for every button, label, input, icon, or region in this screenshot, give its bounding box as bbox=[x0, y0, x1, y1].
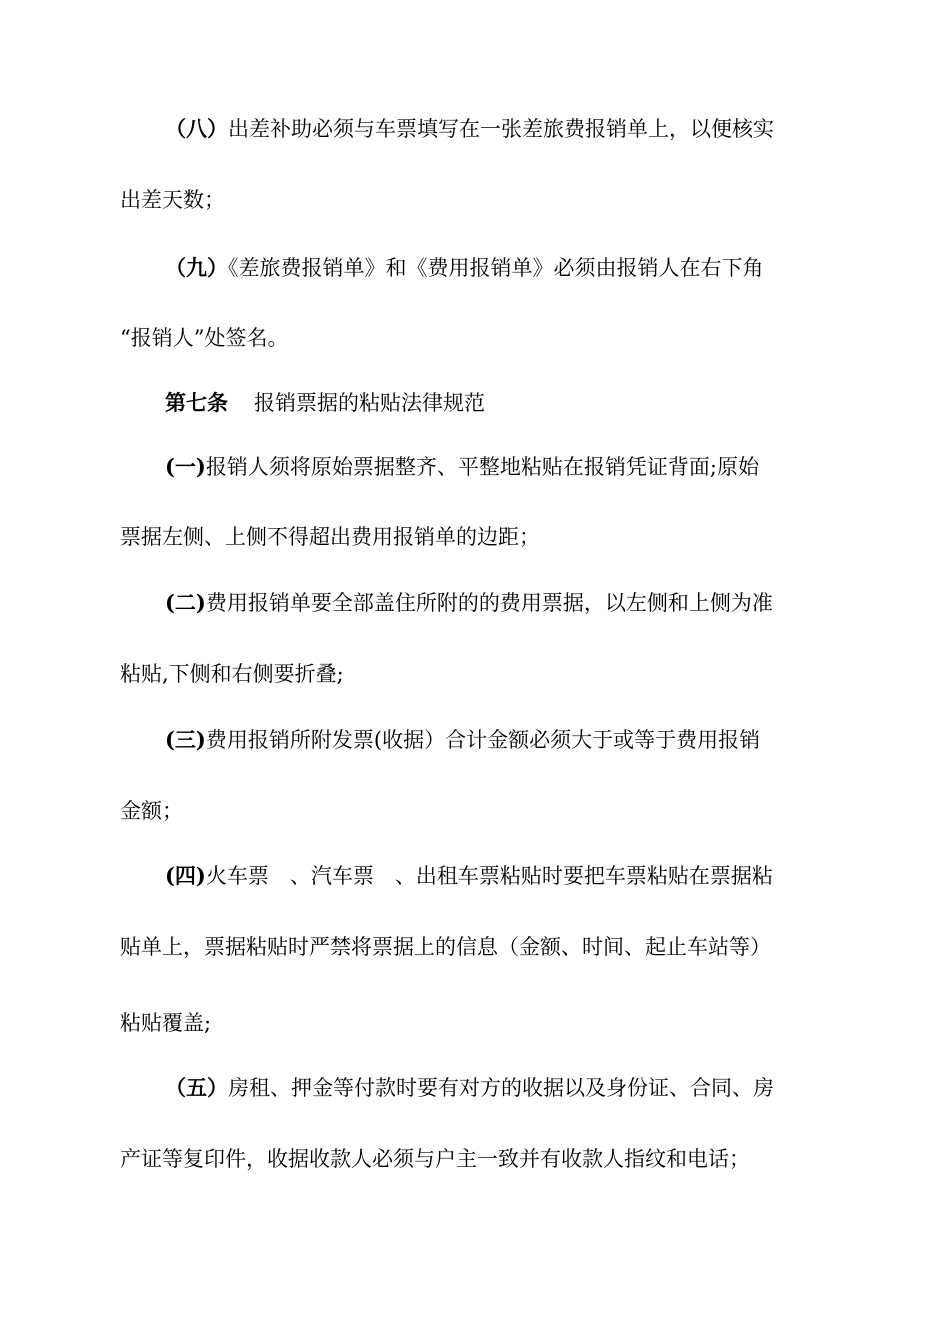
clause-5 bbox=[165, 1077, 774, 1099]
clause-4-continuation: 贴单上，票据粘贴时严禁将票据上的信息（金额、时间、起止车站等） bbox=[120, 935, 771, 959]
item-label: (一) bbox=[165, 454, 206, 479]
item-label: （五） bbox=[165, 1075, 228, 1100]
item-text: 《差旅费报销单》和《费用报销单》必须由报销人在右下角 bbox=[228, 256, 764, 280]
clause-3-continuation: 金额； bbox=[120, 799, 183, 823]
item-label: (三) bbox=[165, 727, 206, 752]
article-number: 第七条 bbox=[165, 390, 228, 415]
paragraph-8-continuation: 出差天数； bbox=[120, 188, 225, 212]
clause-1-continuation: 票据左侧、上侧不得超出费用报销单的边距； bbox=[120, 525, 540, 549]
item-label: (二) bbox=[165, 590, 206, 615]
item-text: 房租、押金等付款时要有对方的收据以及身份证、合同、房 bbox=[228, 1076, 774, 1100]
item-text: 费用报销所附发票(收据）合计金额必须大于或等于费用报销 bbox=[205, 728, 761, 752]
paragraph-9 bbox=[165, 257, 764, 279]
paragraph-8 bbox=[165, 118, 774, 140]
item-text: 费用报销单要全部盖住所附的的费用票据，以左侧和上侧为准 bbox=[205, 591, 773, 615]
clause-2-continuation: 粘贴,下侧和右侧要折叠; bbox=[120, 662, 344, 686]
item-text: 火车票 、汽车票 、出租车票粘贴时要把车票粘贴在票据粘 bbox=[205, 864, 773, 888]
item-label: （九） bbox=[165, 255, 228, 280]
clause-4-continuation-2: 粘贴覆盖; bbox=[120, 1011, 212, 1035]
clause-2 bbox=[165, 592, 773, 614]
clause-3 bbox=[165, 729, 760, 751]
item-label: (四) bbox=[165, 863, 206, 888]
item-text: 出差补助必须与车票填写在一张差旅费报销单上，以便核实 bbox=[228, 117, 774, 141]
article-title: 报销票据的粘贴法律规范 bbox=[254, 391, 485, 415]
clause-5-continuation: 产证等复印件，收据收款人必须与户主一致并有收款人指纹和电话； bbox=[120, 1147, 750, 1171]
item-label: （八） bbox=[165, 116, 228, 141]
clause-1 bbox=[165, 456, 759, 478]
paragraph-9-continuation: “报销人”处签名。 bbox=[120, 326, 289, 350]
clause-4 bbox=[165, 865, 773, 887]
item-text: 报销人须将原始票据整齐、平整地粘贴在报销凭证背面;原始 bbox=[205, 455, 759, 479]
article-7-heading bbox=[165, 392, 485, 414]
